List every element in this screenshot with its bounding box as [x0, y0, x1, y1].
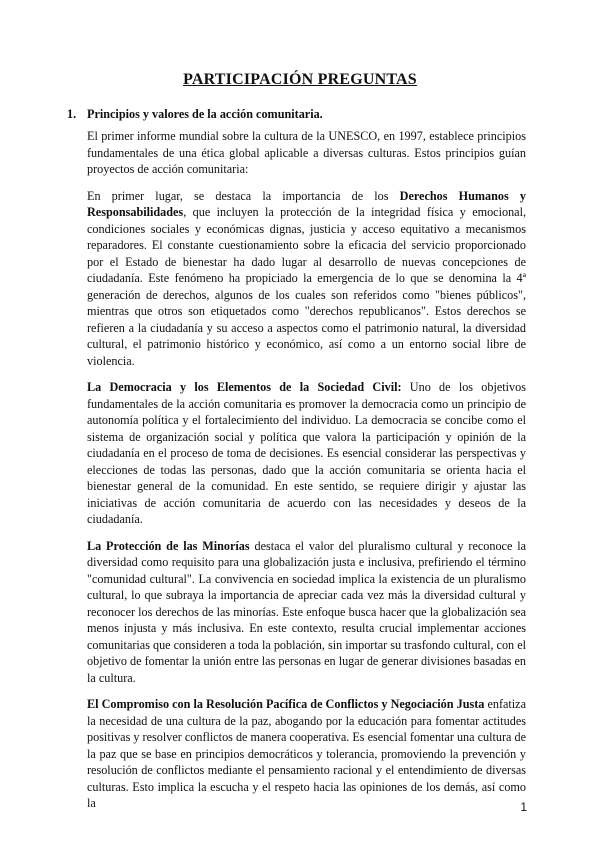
- paragraph-lead: La Protección de las Minorías: [87, 538, 250, 553]
- paragraph-text: , que incluyen la protección de la integridad física y emocional, condiciones sociales y económicas dignas, justicia y acceso equitativo a mecanismos reparadores. El constante cuestionamiento sobre la eficacia del servicio proporcionado por el Estado de bienestar ha dado lugar al desarrollo de nuevas concepciones de ciudadanía. Este fenómeno ha propiciado la emergencia de lo que se denomina la 4ª generación de derechos, algunos de los cuales son referidos como "bienes públicos", mientras que otros son etiquetados como "derechos republicanos". Estos derechos se refieren a la ciudadanía y su acceso a aspectos como el patrimonio natural, la diversidad cultural, el patrimonio histórico y económico, así como a un entorno social libre de violencia.: [87, 205, 526, 368]
- paragraph-text: El primer informe mundial sobre la cultura de la UNESCO, en 1997, establece principios fundamentales de una ética global aplicable a diversas culturas. Estos principios guían proyectos de acción comunitaria:: [87, 129, 526, 176]
- section-heading-text: Principios y valores de la acción comunitaria.: [87, 107, 323, 121]
- paragraph-democracy: [87, 379, 526, 528]
- paragraph-minorities: [87, 538, 526, 687]
- body-text: [87, 128, 526, 822]
- paragraph-lead: Derechos Humanos y Responsabilidades: [87, 188, 526, 219]
- section-number: 1.: [67, 107, 77, 121]
- paragraph-pre: En primer lugar, se destaca la importancia de los: [87, 188, 400, 203]
- paragraph-text: destaca el valor del pluralismo cultural y reconoce la diversidad como requisito para una globalización justa e inclusiva, prefiriendo el término "comunidad cultural". La convivencia en sociedad implica la existencia de un pluralismo cultural, lo que subraya la importancia de apreciar cada vez más la diversidad cultural y reconocer los derechos de las minorías. Este enfoque busca hacer que la globalización sea menos injusta y más inclusiva. En este contexto, resulta crucial implementar acciones comunitarias que consideren a toda la población, sin importar su trasfondo cultural, con el objetivo de fomentar la unión entre las personas en lugar de generar divisiones basadas en la cultura.: [87, 538, 526, 685]
- paragraph-lead: El Compromiso con la Resolución Pacífica de Conflictos y Negociación Justa: [87, 697, 485, 711]
- page-number: 1: [520, 800, 527, 814]
- paragraph-text: Uno de los objetivos fundamentales de la acción comunitaria es promover la democracia como un principio de autonomía política y el fortalecimiento del individuo. La democracia se concibe como el sistema de organización social y política que valora la participación y opinión de la ciudadanía en el proceso de toma de decisiones. Es esencial considerar las perspectivas y elecciones de todas las personas, dado que la acción comunitaria se orienta hacia el bienestar general de la comunidad. En este sentido, se requiere dirigir y ajustar las iniciativas de acción comunitaria de acuerdo con las necesidades y deseos de la ciudadanía.: [87, 380, 526, 526]
- page-title: PARTICIPACIÓN PREGUNTAS: [183, 71, 417, 88]
- paragraph-conflict-resolution: [87, 696, 526, 812]
- paragraph-text: enfatiza la necesidad de una cultura de la paz, abogando por la educación para fomentar actitudes positivas y resolver conflictos de manera cooperativa. Es esencial fomentar una cultura de la paz que se base en principios democráticos y tolerancia, promoviendo la prevención y resolución de conflictos mediante el pensamiento racional y el entendimiento de diversas culturas. Esto implica la escucha y el respeto hacia las opiniones de los demás, así como la: [87, 697, 527, 810]
- paragraph-intro: [87, 128, 526, 178]
- paragraph-human-rights: [87, 188, 526, 370]
- paragraph-lead: La Democracia y los Elementos de la Sociedad Civil:: [87, 380, 402, 394]
- section-heading: [67, 107, 323, 122]
